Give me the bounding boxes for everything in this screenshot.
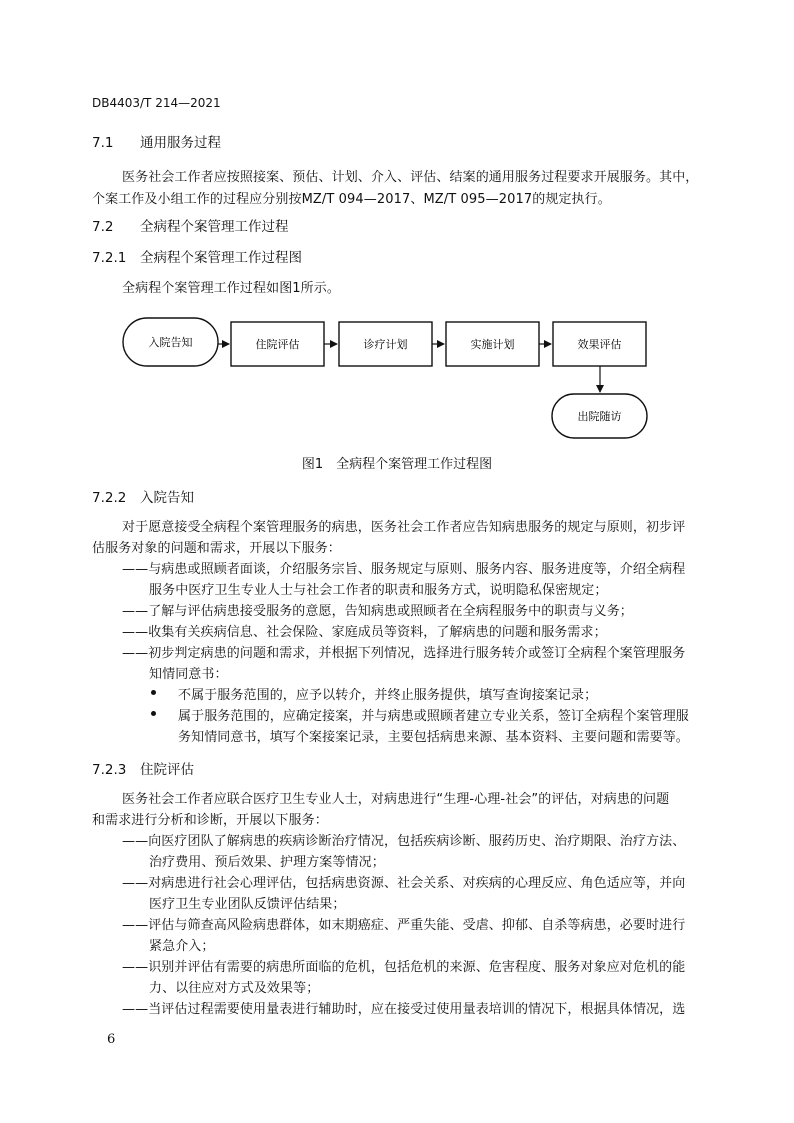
list-item-line: ——当评估过程需要使用量表进行辅助时，应在接受过使用量表培训的情况下，根据具体情况，选 [122, 1002, 686, 1017]
section-title: 通用服务过程 [140, 135, 221, 151]
section-number: 7.2.2 [92, 490, 127, 506]
list-item-line: 医疗卫生专业团队反馈评估结果； [149, 897, 346, 912]
flow-node-label: 实施计划 [470, 338, 515, 351]
paragraph-line: 和需求进行分析和诊断，开展以下服务： [92, 813, 328, 828]
figure-caption: 图1 全病程个案管理工作过程图 [301, 457, 493, 472]
section-number: 7.2 [92, 219, 114, 235]
bullet-icon [151, 711, 156, 716]
list-item-line: 紧急介入； [149, 939, 215, 954]
list-item-line: ——对病患进行社会心理评估，包括病患资源、社会关系、对疾病的心理反应、角色适应等，并向 [122, 876, 686, 891]
list-item-line: ——识别并评估有需要的病患所面临的危机，包括危机的来源、危害程度、服务对象应对危机的能 [122, 960, 686, 975]
list-item-line: 力、以往应对方式及效果等； [149, 981, 320, 996]
section-title: 全病程个案管理工作过程 [140, 219, 289, 235]
flow-node-label: 诊疗计划 [363, 338, 408, 351]
section-7-2-2-heading [92, 486, 194, 506]
paragraph-line: 对于愿意接受全病程个案管理服务的病患，医务社会工作者应告知病患服务的规定与原则，初步评 [122, 520, 686, 535]
list-item-line: ——了解与评估病患接受服务的意愿，告知病患或照顾者在全病程服务中的职责与义务； [122, 604, 633, 619]
bullet-item-line: 务知情同意书，填写个案接案记录，主要包括病患来源、基本资料、主要问题和需要等。 [178, 730, 689, 745]
section-title: 入院告知 [140, 490, 194, 506]
section-number: 7.2.3 [92, 762, 127, 778]
paragraph-line: 全病程个案管理工作过程如图1所示。 [122, 281, 340, 296]
paragraph-line: 医务社会工作者应按照接案、预估、计划、介入、评估、结案的通用服务过程要求开展服务。其中， [122, 170, 699, 185]
list-item-line: ——评估与筛查高风险病患群体，如末期癌症、严重失能、受虐、抑郁、自杀等病患，必要时进行 [122, 918, 686, 933]
paragraph-line: 估服务对象的问题和需求，开展以下服务： [92, 541, 341, 556]
flow-node-label: 出院随访 [577, 410, 622, 423]
bullet-icon [151, 690, 156, 695]
paragraph-line: 个案工作及小组工作的过程应分别按MZ/T 094—2017、MZ/T 095—2017的规定执行。 [92, 192, 611, 207]
flow-node-label: 住院评估 [255, 338, 300, 351]
list-item-line: 知情同意书： [149, 667, 228, 682]
flow-node-label: 效果评估 [577, 338, 622, 351]
list-item-line: 服务中医疗卫生专业人士与社会工作者的职责和服务方式，说明隐私保密规定； [149, 583, 608, 598]
list-item-line: ——向医疗团队了解病患的疾病诊断治疗情况，包括疾病诊断、服药历史、治疗期限、治疗方法、 [122, 834, 686, 849]
section-7-2-3-heading [92, 758, 194, 778]
list-item-line: ——与病患或照顾者面谈，介绍服务宗旨、服务规定与原则、服务内容、服务进度等，介绍全病程 [122, 562, 686, 577]
standard-code: DB4403/T 214—2021 [92, 96, 221, 110]
section-title: 全病程个案管理工作过程图 [140, 250, 302, 266]
bullet-item-line: 不属于服务范围的，应予以转介，并终止服务提供，填写查询接案记录； [178, 688, 598, 703]
list-item-line: ——初步判定病患的问题和需求，并根据下列情况，选择进行服务转介或签订全病程个案管理服务 [122, 646, 686, 661]
paragraph-line: 医务社会工作者应联合医疗卫生专业人士，对病患进行“生理-心理-社会”的评估，对病患的问题 [122, 792, 670, 807]
workflow-diagram [0, 0, 794, 460]
section-number: 7.1 [92, 135, 114, 151]
flow-node-label: 入院告知 [148, 336, 193, 349]
list-item-line: ——收集有关疾病信息、社会保险、家庭成员等资料，了解病患的问题和服务需求； [122, 625, 607, 640]
section-title: 住院评估 [140, 762, 194, 778]
page-number: 6 [107, 1032, 116, 1047]
list-item-line: 治疗费用、预后效果、护理方案等情况； [149, 855, 385, 870]
section-number: 7.2.1 [92, 250, 127, 266]
bullet-item-line: 属于服务范围的，应确定接案，并与病患或照顾者建立专业关系，签订全病程个案管理服 [178, 709, 689, 724]
